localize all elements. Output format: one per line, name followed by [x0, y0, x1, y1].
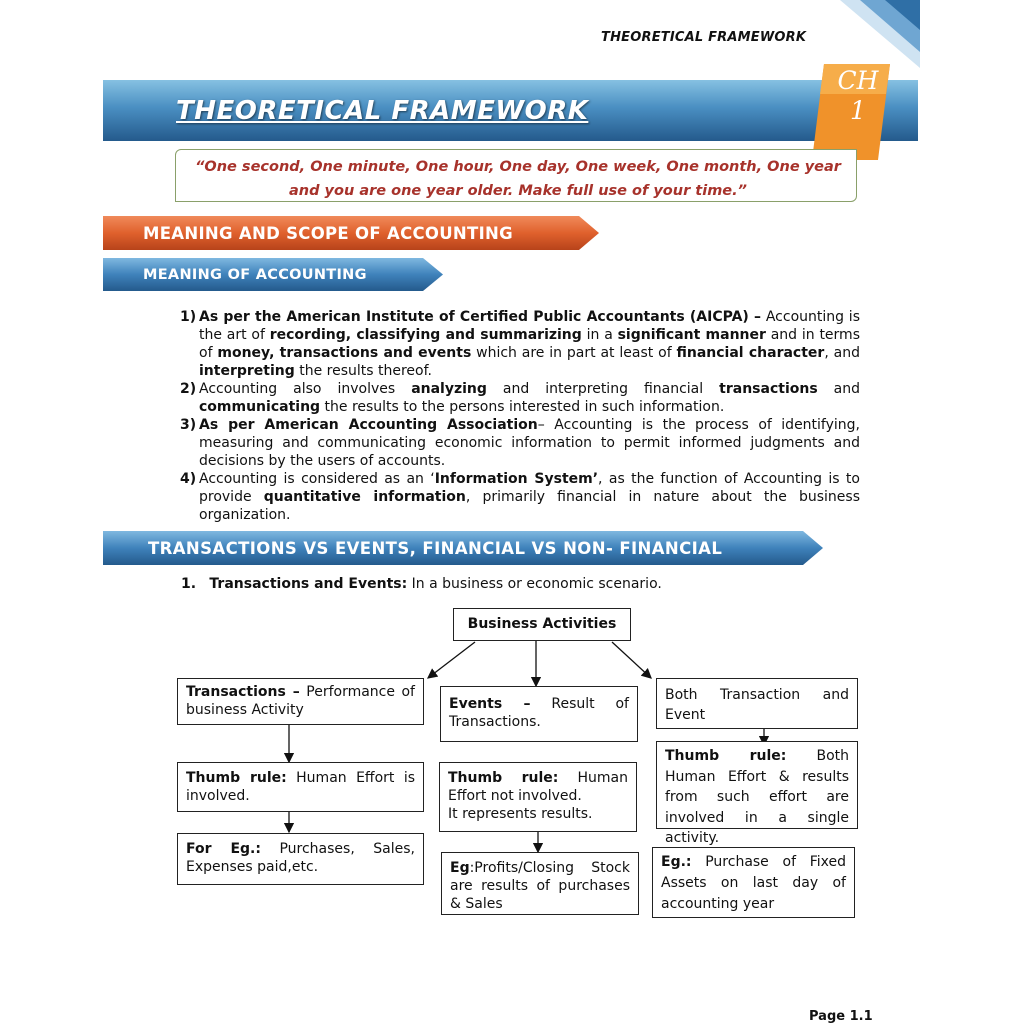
definition-emphasis: recording, classifying and summarizing [269, 327, 582, 343]
definition-run: , primarily financial in nature about the business organization. [199, 489, 860, 523]
quote-line-2: and you are one year older. Make full use of your time.” [289, 183, 747, 199]
page-number: Page 1.1 [809, 1009, 873, 1024]
flow-label-text: Both Transaction and Event [665, 687, 849, 723]
flow-label-text: It represents results. [448, 806, 593, 822]
flow-label-bold: Thumb rule: [448, 770, 559, 786]
definition-number: 1) [180, 309, 197, 325]
page-title: THEORETICAL FRAMEWORK [176, 96, 589, 126]
quote-line-1: “One second, One minute, One hour, One day, One week, One month, One year [195, 159, 841, 175]
flow-label-bold: Transactions – [186, 684, 300, 700]
definition-emphasis: transactions [719, 381, 818, 397]
definition-run: Accounting is the art of [199, 309, 860, 343]
flow-label-bold: Thumb rule: [186, 770, 287, 786]
definition-number: 4) [180, 471, 197, 487]
section-heading-transactions [103, 531, 823, 565]
flow-events-example-box [441, 852, 639, 915]
definition-run: and [817, 381, 860, 397]
flow-transactions-box [177, 678, 424, 725]
definition-run: – Accounting is the process of identifying, measuring and communicating economic information to permit informed judgments and decisions by the users of accounts. [199, 417, 861, 469]
flow-label-text: Purchases, Sales, Expenses paid,etc. [186, 841, 415, 875]
definition-run: , and [824, 345, 860, 361]
definition-run: and interpreting financial [486, 381, 720, 397]
definition-run: Accounting also involves [199, 381, 412, 397]
definition-number: 3) [180, 417, 197, 433]
subheading-text: In a business or economic scenario. [407, 576, 662, 592]
flow-label-text: :Profits/Closing Stock are results of purchases & Sales [450, 860, 630, 912]
definition-text [199, 470, 860, 524]
definition-emphasis: interpreting [199, 363, 295, 379]
definition-run: the results to the persons interested in such information. [320, 399, 725, 415]
flow-both-rule-box [656, 741, 858, 846]
definition-item [180, 416, 860, 470]
definition-text [199, 308, 860, 380]
flow-label-text: Human Effort not involved. [448, 770, 628, 804]
flow-label-bold: For Eg.: [186, 841, 261, 857]
flow-label-text: Result of Transactions. [449, 696, 629, 730]
definition-text [199, 416, 860, 470]
definition-emphasis: significant manner [617, 327, 766, 343]
definition-emphasis: financial character [676, 345, 825, 361]
running-header: THEORETICAL FRAMEWORK [601, 30, 807, 45]
definition-run: the results thereof. [294, 363, 432, 379]
flow-transactions-example-box [177, 833, 424, 885]
definition-run: , as the function of Accounting is to provide [199, 471, 860, 505]
flow-root-label: Business Activities [467, 616, 617, 632]
definition-list [180, 308, 860, 524]
flow-label-text: Performance of business Activity [186, 684, 415, 718]
definition-run: which are in part at least of [471, 345, 677, 361]
subheading-label: Transactions and Events: [209, 576, 408, 592]
section-heading-text: MEANING OF ACCOUNTING [143, 266, 367, 283]
subheading-transactions-events [181, 576, 662, 592]
chapter-number [828, 66, 888, 126]
flow-label-text: Purchase of Fixed Assets on last day of accounting year [661, 854, 846, 912]
flow-both-box [656, 678, 858, 729]
section-heading-text: TRANSACTIONS VS EVENTS, FINANCIAL VS NON- FINANCIAL [148, 538, 723, 558]
definition-emphasis: analyzing [411, 381, 487, 397]
section-heading-meaning [103, 258, 443, 291]
definition-run: Accounting is considered as an ‘ [199, 471, 435, 487]
flow-both-example-box [652, 847, 855, 918]
flow-transactions-rule-box [177, 762, 424, 812]
flow-label-bold: Events – [449, 696, 531, 712]
definition-emphasis: As per American Accounting Association [199, 417, 538, 433]
definition-item [180, 470, 860, 524]
flow-events-box [440, 686, 638, 742]
quote-text [190, 155, 846, 203]
section-heading-text: MEANING AND SCOPE OF ACCOUNTING [143, 223, 513, 243]
flow-events-rule-box [439, 762, 637, 832]
flow-label-bold: Eg [450, 860, 470, 876]
chapter-label-num: 1 [850, 96, 866, 125]
definition-emphasis: quantitative information [263, 489, 466, 505]
flow-label-text: Both Human Effort & results from such effort are involved in a single activity. [665, 748, 849, 846]
section-heading-meaning-scope [103, 216, 599, 250]
flow-root-box [453, 608, 631, 641]
flow-label-bold: Eg.: [661, 854, 692, 870]
definition-run: in a [581, 327, 618, 343]
subheading-number: 1. [181, 576, 197, 592]
definition-text [199, 380, 860, 416]
definition-emphasis: As per the American Institute of Certified Public Accountants (AICPA) – [199, 309, 762, 325]
definition-emphasis: communicating [199, 399, 321, 415]
corner-decoration [840, 0, 920, 68]
definition-number: 2) [180, 381, 197, 397]
flow-label-text: Human Effort is involved. [186, 770, 415, 804]
definition-item [180, 308, 860, 380]
definition-emphasis: money, transactions and events [217, 345, 472, 361]
definition-run: and in terms of [199, 327, 860, 361]
flow-label-bold: Thumb rule: [665, 748, 787, 764]
chapter-label-ch: CH [837, 66, 879, 95]
definition-item [180, 380, 860, 416]
definition-emphasis: Information System’ [434, 471, 599, 487]
